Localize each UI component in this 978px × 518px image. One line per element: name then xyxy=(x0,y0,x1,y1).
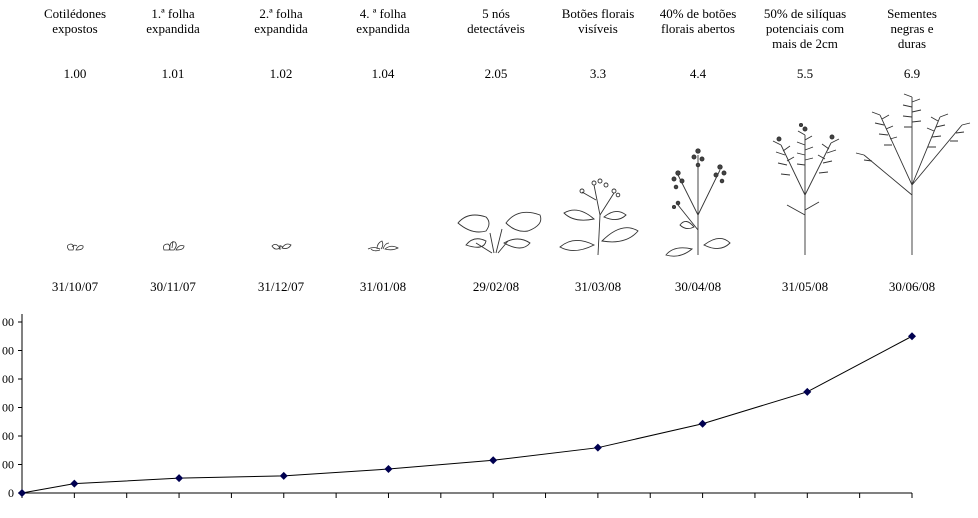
data-point-marker xyxy=(175,474,183,482)
stage-label: Cotilédones expostos xyxy=(43,6,107,36)
stage-date: 31/12/07 xyxy=(257,279,305,294)
stage-code: 4.4 xyxy=(689,66,707,81)
data-point-marker xyxy=(908,332,916,340)
flower-bud-plant-drawing xyxy=(560,179,638,255)
cotyledon-seedling-drawing xyxy=(67,244,83,250)
growth-line-chart xyxy=(0,300,978,518)
data-point-marker xyxy=(699,420,707,428)
stage-label: 4. ª folha expandida xyxy=(356,6,410,36)
growth-series xyxy=(18,332,916,497)
data-point-marker xyxy=(384,465,392,473)
flowering-plant-drawing xyxy=(666,149,730,256)
stage-date: 31/05/08 xyxy=(781,279,829,294)
data-point-marker xyxy=(594,444,602,452)
fourth-leaf-seedling-drawing xyxy=(368,241,398,251)
rosette-plant-drawing xyxy=(458,212,541,253)
y-tick-label: 00 xyxy=(2,315,14,329)
stage-date: 31/10/07 xyxy=(51,279,99,294)
y-tick-label: 00 xyxy=(2,372,14,386)
data-point-marker xyxy=(280,472,288,480)
stage-code: 6.9 xyxy=(903,66,921,81)
stage-code: 1.02 xyxy=(269,66,293,81)
stage-code: 1.04 xyxy=(371,66,395,81)
series-line xyxy=(22,336,912,493)
stage-code: 1.01 xyxy=(161,66,185,81)
stage-code: 5.5 xyxy=(796,66,814,81)
stage-date: 31/03/08 xyxy=(574,279,622,294)
stage-code: 1.00 xyxy=(63,66,87,81)
stage-date: 30/11/07 xyxy=(150,279,196,294)
y-tick-label: 00 xyxy=(2,400,14,415)
pod-plant-drawing xyxy=(773,123,839,255)
stage-date: 29/02/08 xyxy=(472,279,520,294)
first-leaf-seedling-drawing xyxy=(164,241,185,250)
stage-date: 31/01/08 xyxy=(359,279,407,294)
mature-plant-drawing xyxy=(856,94,970,255)
data-point-marker xyxy=(70,480,78,488)
stage-code: 3.3 xyxy=(589,66,607,81)
stage-code: 2.05 xyxy=(484,66,508,81)
y-tick-label: 00 xyxy=(2,457,14,472)
stage-label: 5 nós detectáveis xyxy=(467,6,525,36)
y-tick-label: 00 xyxy=(2,343,14,358)
data-point-marker xyxy=(489,456,497,464)
stage-label: Botões florais visíveis xyxy=(561,6,635,36)
plant-illustrations xyxy=(0,85,978,275)
data-point-marker xyxy=(18,489,26,497)
stage-label: 2.ª folha expandida xyxy=(254,6,308,36)
y-tick-label: 0 xyxy=(8,486,14,500)
stage-label: 40% de botões florais abertos xyxy=(659,6,737,36)
stage-label: 1.ª folha expandida xyxy=(146,6,200,36)
data-point-marker xyxy=(803,388,811,396)
second-leaf-seedling-drawing xyxy=(272,244,291,250)
stage-label: Sementes negras e duras xyxy=(887,6,937,51)
y-tick-label: 00 xyxy=(2,429,14,443)
stage-date: 30/06/08 xyxy=(888,279,936,294)
stage-label: 50% de silíquas potenciais com mais de 2cm xyxy=(763,6,847,51)
chart-axes xyxy=(2,314,912,500)
stage-date: 30/04/08 xyxy=(674,279,722,294)
